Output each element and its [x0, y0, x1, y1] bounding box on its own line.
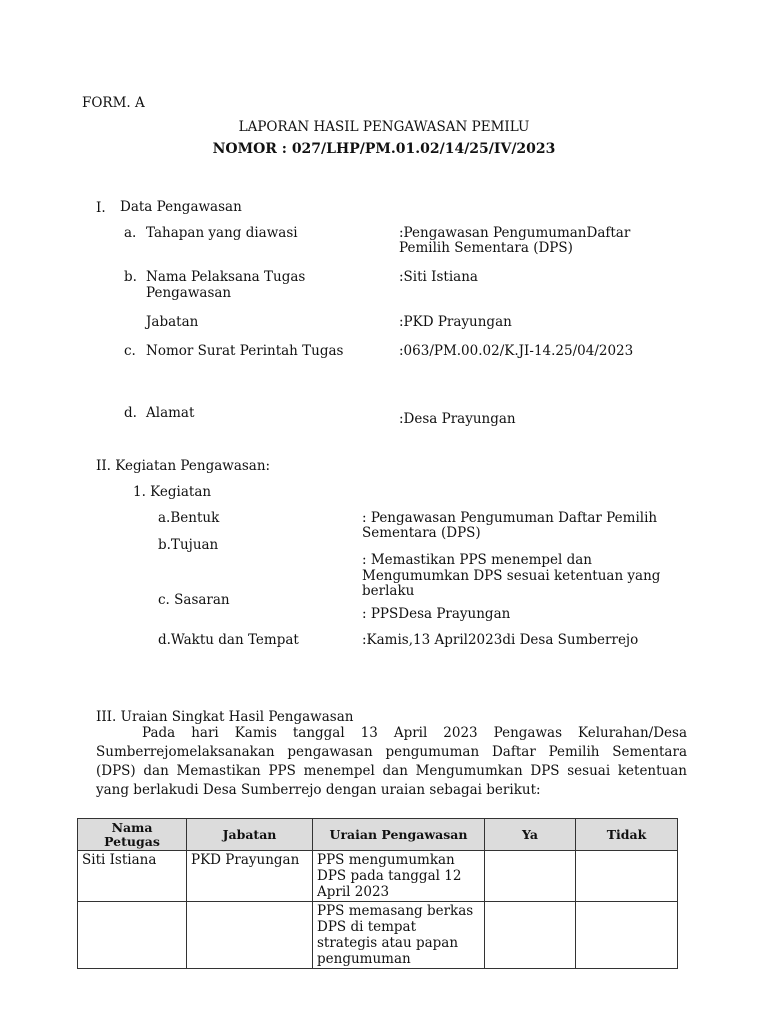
section1-number: I. — [96, 200, 106, 216]
table-row — [78, 902, 678, 969]
header-uraian: Uraian Pengawasan — [313, 819, 485, 851]
section3-paragraph: Pada hari Kamis tanggal 13 April 2023 Pengawas Kelurahan/Desa Sumberrejomelaksanakan pengawasan pengumuman Daftar Pemilih Sementara (DPS) dan Memastikan PPS menempel dan Mengumumkan DPS sesuai ketentuan yang berlakudi Desa Sumberrejo dengan uraian sebagai berikut: — [96, 725, 687, 798]
section3-heading: III. Uraian Singkat Hasil Pengawasan — [96, 709, 354, 725]
item-c-marker: c. — [124, 343, 136, 359]
tujuan-value-line2: Mengumumkan DPS sesuai ketentuan yang — [362, 568, 661, 584]
jabatan-label: Jabatan — [146, 314, 199, 330]
item-c-label: Nomor Surat Perintah Tugas — [146, 343, 344, 359]
item-a-label: Tahapan yang diawasi — [146, 225, 298, 241]
supervision-table — [77, 818, 678, 969]
cell-uraian: PPS memasang berkas DPS di tempat strategis atau papan pengumuman — [313, 902, 485, 969]
tujuan-label: b.Tujuan — [158, 537, 219, 553]
document-title: LAPORAN HASIL PENGAWASAN PEMILU — [238, 119, 530, 135]
header-jabatan: Jabatan — [187, 819, 313, 851]
sasaran-value: : PPSDesa Prayungan — [362, 606, 511, 622]
bentuk-value-line1: : Pengawasan Pengumuman Daftar Pemilih — [362, 510, 658, 526]
header-ya: Ya — [485, 819, 576, 851]
item-d-marker: d. — [124, 405, 137, 421]
item-a-value-line2: Pemilih Sementara (DPS) — [399, 240, 573, 256]
item-d-value: :Desa Prayungan — [399, 411, 516, 427]
cell-tidak — [576, 851, 678, 902]
item-c-value: :063/PM.00.02/K.JI-14.25/04/2023 — [399, 343, 634, 359]
cell-uraian: PPS mengumumkan DPS pada tanggal 12 April 2023 — [313, 851, 485, 902]
section2-subheading: 1. Kegiatan — [133, 484, 212, 500]
item-b-label-line2: Pengawasan — [146, 285, 232, 301]
cell-jabatan — [187, 902, 313, 969]
waktu-label: d.Waktu dan Tempat — [158, 632, 299, 648]
jabatan-value: :PKD Prayungan — [399, 314, 512, 330]
item-b-marker: b. — [124, 269, 137, 285]
item-b-label-line1: Nama Pelaksana Tugas — [146, 269, 306, 285]
cell-nama: Siti Istiana — [78, 851, 187, 902]
form-label: FORM. A — [82, 95, 145, 111]
header-nama: Nama Petugas — [78, 819, 187, 851]
bentuk-label: a.Bentuk — [158, 510, 220, 526]
section1-heading: Data Pengawasan — [120, 199, 242, 215]
item-a-value-line1: :Pengawasan PengumumanDaftar — [399, 225, 631, 241]
item-a-marker: a. — [124, 225, 137, 241]
cell-jabatan: PKD Prayungan — [187, 851, 313, 902]
header-tidak: Tidak — [576, 819, 678, 851]
cell-ya — [485, 902, 576, 969]
table-row — [78, 851, 678, 902]
item-b-value: :Siti Istiana — [399, 269, 478, 285]
cell-tidak — [576, 902, 678, 969]
item-d-label: Alamat — [146, 405, 195, 421]
waktu-value: :Kamis,13 April2023di Desa Sumberrejo — [362, 632, 639, 648]
cell-nama — [78, 902, 187, 969]
bentuk-value-line2: Sementara (DPS) — [362, 525, 481, 541]
section2-heading: II. Kegiatan Pengawasan: — [96, 458, 271, 474]
document-number: NOMOR : 027/LHP/PM.01.02/14/25/IV/2023 — [212, 141, 556, 157]
tujuan-value-line3: berlaku — [362, 583, 415, 599]
cell-ya — [485, 851, 576, 902]
tujuan-value-line1: : Memastikan PPS menempel dan — [362, 552, 592, 568]
sasaran-label: c. Sasaran — [158, 592, 230, 608]
